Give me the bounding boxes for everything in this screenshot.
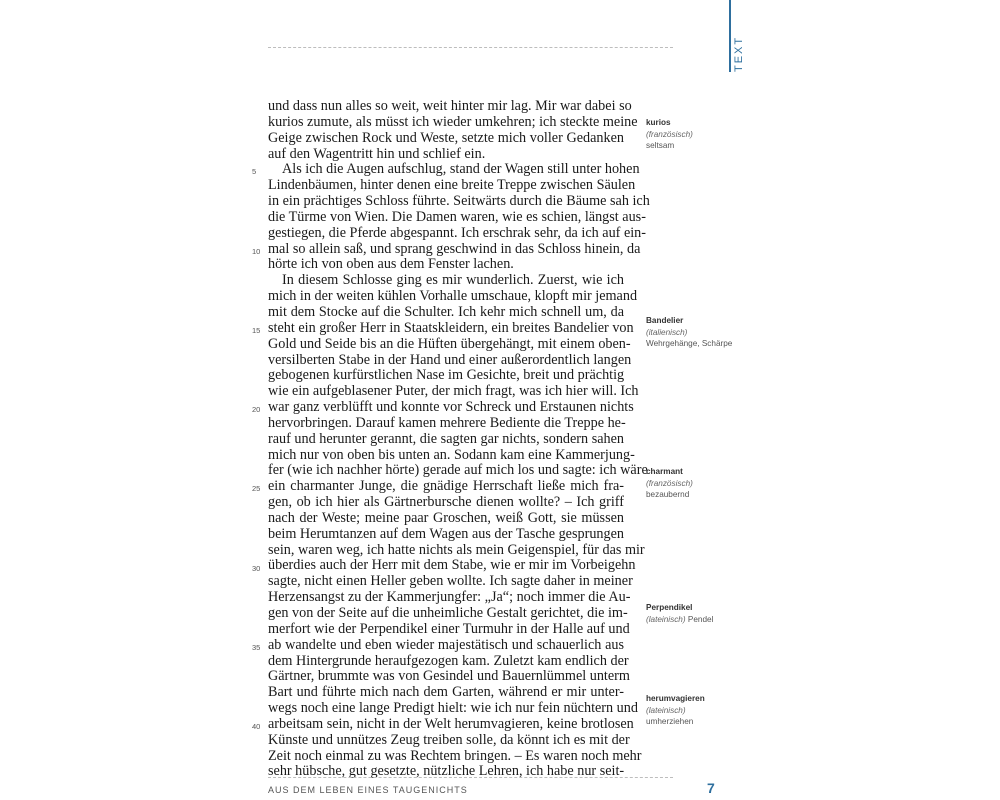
text-line: gen von der Seite auf die unheimliche Gestalt gerichtet, die im-	[268, 605, 628, 621]
text-line: war ganz verblüfft und konnte vor Schreck und Erstaunen nichts	[268, 399, 634, 416]
text-line: in ein prächtiges Schloss führte. Seitwärts durch die Bäume sah ich	[268, 193, 650, 210]
page-number: 7	[707, 780, 715, 796]
text-line: überdies auch der Herr mit dem Stabe, wie er mir im Vorbeigehn	[268, 557, 636, 574]
text-line: beim Herumtanzen auf dem Wagen aus der Tasche gesprungen	[268, 525, 624, 542]
text-line: arbeitsam sein, nicht in der Welt herumvagieren, keine brotlosen	[268, 715, 634, 732]
gloss-herumvagieren	[646, 693, 734, 728]
text-line: Gärtner, brummte was von Gesindel und Bauernlümmel unterm	[268, 668, 630, 685]
text-line: mit dem Stocke auf die Schulter. Ich kehr mich schnell um, da	[268, 303, 624, 320]
text-line: Bart und führte mich nach dem Garten, während er mir unter-	[268, 684, 624, 701]
text-line: dem Hintergrunde heraufgezogen kam. Zuletzt kam endlich der	[268, 652, 629, 669]
text-line: mich nur von oben bis unten an. Sodann kam eine Kammerjung-	[268, 446, 635, 463]
gloss-definition: Wehrgehänge, Schärpe	[646, 339, 733, 348]
gloss-bandelier	[646, 315, 734, 350]
gloss-term: Perpendikel	[646, 603, 693, 612]
body-text	[268, 98, 650, 780]
line-number: 40	[252, 722, 261, 732]
text-line: rauf und herunter gerannt, die sagten gar nichts, sondern sahen	[268, 430, 624, 447]
text-line: sagte, nicht einen Heller geben wollte. Ich sagte daher in meiner	[268, 573, 633, 590]
gloss-term: herumvagieren	[646, 694, 705, 703]
line-number: 30	[252, 563, 261, 573]
text-line: In diesem Schlosse ging es mir wunderlich. Zuerst, wie ich	[282, 272, 624, 289]
gloss-term: kurios	[646, 118, 671, 127]
text-line: auf den Wagentritt hin und schlief ein.	[268, 145, 486, 162]
line-number: 20	[252, 405, 261, 415]
text-line: gen, ob ich hier als Gärtnerbursche dienen wollte? – Ich griff	[268, 494, 624, 511]
text-line: gebogenen kurfürstlichen Nase im Gesichte, breit und prächtig	[268, 367, 625, 384]
running-footer-title: AUS DEM LEBEN EINES TAUGENICHTS	[268, 785, 468, 795]
text-line: merfort wie der Perpendikel einer Turmuhr in der Halle auf und	[268, 620, 630, 637]
text-line: wegs noch eine lange Predigt hielt: wie ich nur fein nüchtern und	[268, 700, 638, 717]
gloss-definition: Pendel	[687, 614, 714, 624]
gloss-definition: umherziehen	[646, 717, 694, 726]
line-number: 5	[252, 167, 257, 177]
text-line: sein, waren weg, ich hatte nichts als mein Geigenspiel, für das mir	[268, 541, 645, 558]
line-number: 15	[252, 325, 261, 335]
gloss-language: (lateinisch)	[646, 705, 686, 715]
gloss-definition: bezaubernd	[646, 490, 690, 499]
text-line: ein charmanter Junge, die gnädige Herrschaft ließe mich fra-	[268, 478, 624, 495]
text-line: Lindenbäumen, hinter denen eine breite Treppe zwischen Säulen	[268, 177, 636, 194]
text-line: mich in der weiten kühlen Vorhalle umschaue, klopft mir jemand	[268, 288, 638, 305]
text-line: sehr hübsche, gut gesetzte, nützliche Lehren, ich habe nur seit-	[268, 763, 625, 780]
text-line: und dass nun alles so weit, weit hinter mir lag. Mir war dabei so	[268, 98, 632, 114]
text-line: gestiegen, die Pferde abgespannt. Ich erschrak sehr, da ich auf ein-	[268, 224, 646, 241]
text-line: Zeit noch einmal zu was Rechtem bringen. – Es waren noch mehr	[268, 747, 642, 764]
line-number: 25	[252, 484, 261, 494]
line-number: 10	[252, 246, 261, 256]
text-line: Als ich die Augen aufschlug, stand der Wagen still unter hohen	[282, 161, 640, 178]
text-line: fer (wie ich nachher hörte) gerade auf mich los und sagte: ich wäre	[268, 462, 648, 479]
text-line: wie ein aufgeblasener Puter, der mich fragt, was ich hier will. Ich	[268, 383, 639, 400]
text-line: mal so allein saß, und sprang geschwind in das Schloss hinein, da	[268, 240, 641, 257]
section-label: TEXT	[733, 35, 745, 72]
bottom-dashed-rule	[268, 777, 673, 778]
gloss-perpendikel	[646, 602, 734, 625]
text-line: ab wandelte und eben wieder majestätisch und schauerlich aus	[268, 636, 624, 653]
gloss-language: (italienisch)	[646, 327, 688, 337]
gloss-term: Bandelier	[646, 316, 684, 325]
text-line: nach der Weste; meine paar Groschen, weiß Gott, sie müssen	[268, 509, 624, 526]
gloss-charmant	[646, 466, 734, 501]
section-marker-rule	[729, 0, 731, 72]
text-line: Künste und unnützes Zeug treiben solle, da könnt ich es mit der	[268, 731, 630, 748]
gloss-language: (französisch)	[646, 129, 693, 139]
text-line: die Türme von Wien. Die Damen waren, wie es schien, längst aus-	[268, 208, 646, 225]
text-line: hörte ich von oben aus dem Fenster lachen.	[268, 256, 514, 273]
gloss-term: charmant	[646, 467, 683, 476]
gloss-language: (lateinisch)	[646, 614, 686, 624]
text-line: kurios zumute, als müsst ich wieder umkehren; ich steckte meine	[268, 113, 638, 130]
gloss-kurios	[646, 117, 734, 152]
text-line: versilberten Stabe in der Hand und einer außerordentlich langen	[268, 351, 632, 368]
top-dashed-rule	[268, 47, 673, 48]
text-line: steht ein großer Herr in Staatskleidern, ein breites Bandelier von	[268, 319, 634, 336]
line-number: 35	[252, 642, 261, 652]
text-line: Herzensangst zu der Kammerjungfer: „Ja“; noch immer die Au-	[268, 589, 631, 606]
text-line: Gold und Seide bis an die Hüften übergehängt, mit einem oben-	[268, 335, 631, 352]
text-line: hervorbringen. Darauf kamen mehrere Bediente die Treppe he-	[268, 414, 626, 431]
gloss-definition: seltsam	[646, 141, 675, 150]
gloss-language: (französisch)	[646, 478, 693, 488]
text-line: Geige zwischen Rock und Weste, setzte mich voller Gedanken	[268, 129, 624, 146]
